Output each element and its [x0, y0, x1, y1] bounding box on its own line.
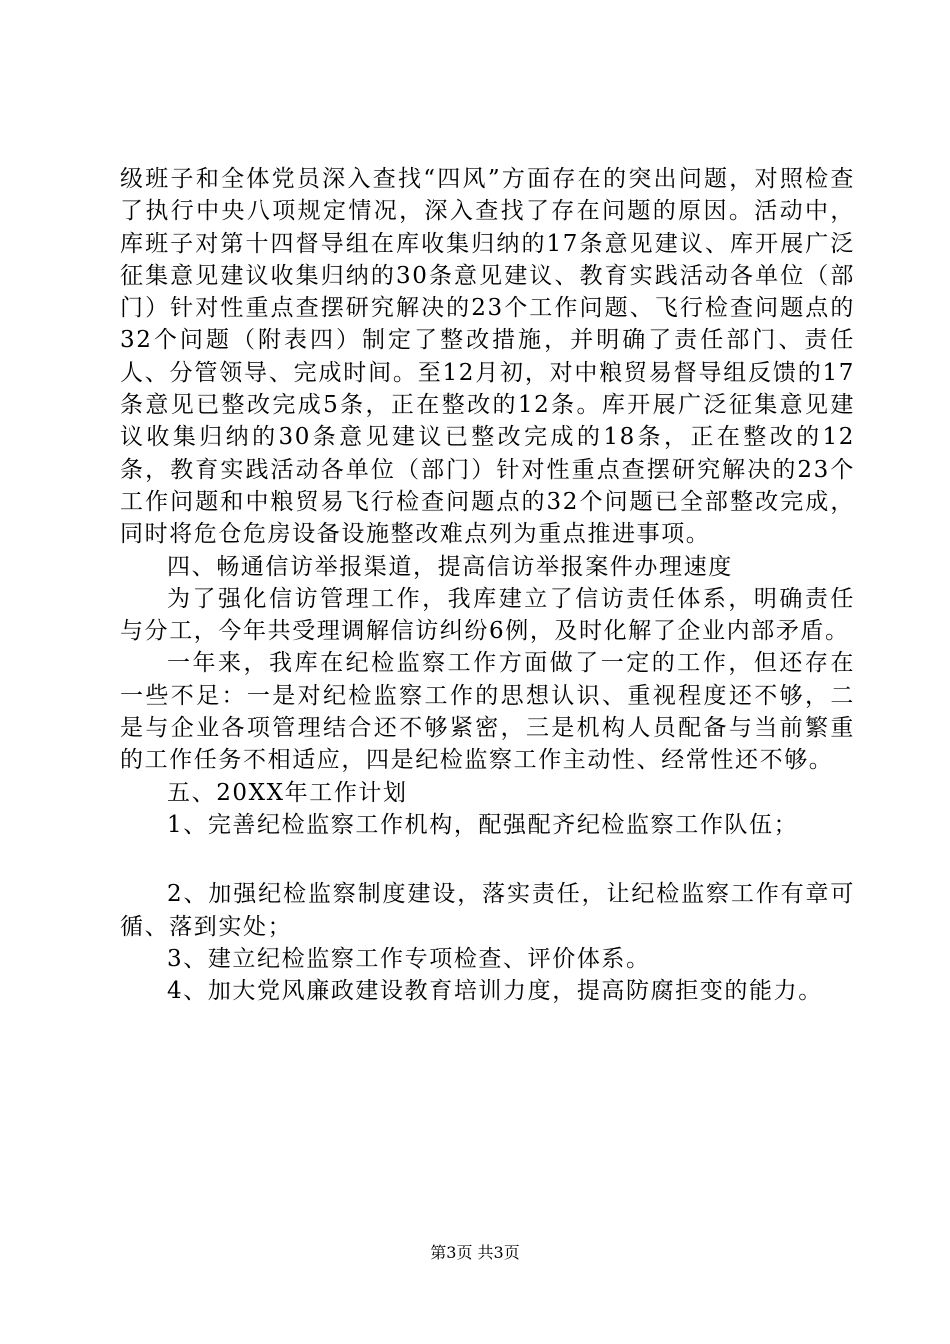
page-number-footer: 第3页 共3页: [430, 1243, 520, 1262]
document-body: [120, 163, 855, 1007]
plan-item-3: 3、建立纪检监察工作专项检查、评价体系。: [167, 945, 651, 972]
plan-item-4: 4、加大党风廉政建设教育培训力度，提高防腐拒变的能力。: [167, 978, 823, 1005]
section-heading-work-plan: 五、20XX年工作计划: [167, 779, 408, 806]
paragraph-shortcomings: 一年来，我库在纪检监察工作方面做了一定的工作，但还存在一些不足：一是对纪检监察工作的思想认识、重视程度还不够，二是与企业各项管理结合还不够紧密，三是机构人员配备与当前繁重的工作任务不相适应，四是纪检监察工作主动性、经常性还不够。: [120, 650, 855, 774]
plan-item-2: 2、加强纪检监察制度建设，落实责任，让纪检监察工作有章可循、落到实处；: [120, 881, 855, 940]
paragraph-petition-management: 为了强化信访管理工作，我库建立了信访责任体系，明确责任与分工，今年共受理调解信访纠纷6例，及时化解了企业内部矛盾。: [120, 585, 855, 645]
section-heading-petition-channels: 四、畅通信访举报渠道，提高信访举报案件办理速度: [167, 553, 733, 580]
paragraph-rectification-progress: 级班子和全体党员深入查找“四风”方面存在的突出问题，对照检查了执行中央八项规定情况，深入查找了存在问题的原因。活动中，库班子对第十四督导组在库收集归纳的17条意见建议、库开展广泛征集意见建议收集归纳的30条意见建议、教育实践活动各单位（部门）针对性重点查摆研究解决的23个工作问题、飞行检查问题点的32个问题（附表四）制定了整改措施，并明确了责任部门、责任人、分管领导、完成时间。至12月初，对中粮贸易督导组反馈的17条意见已整改完成5条，正在整改的12条。库开展广泛征集意见建议收集归纳的30条意见建议已整改完成的18条，正在整改的12条，教育实践活动各单位（部门）针对性重点查摆研究解决的23个工作问题和中粮贸易飞行检查问题点的32个问题已全部整改完成，同时将危仓危房设备设施整改难点列为重点推进事项。: [120, 166, 855, 548]
plan-item-1: 1、完善纪检监察工作机构，配强配齐纪检监察工作队伍；: [167, 811, 799, 838]
